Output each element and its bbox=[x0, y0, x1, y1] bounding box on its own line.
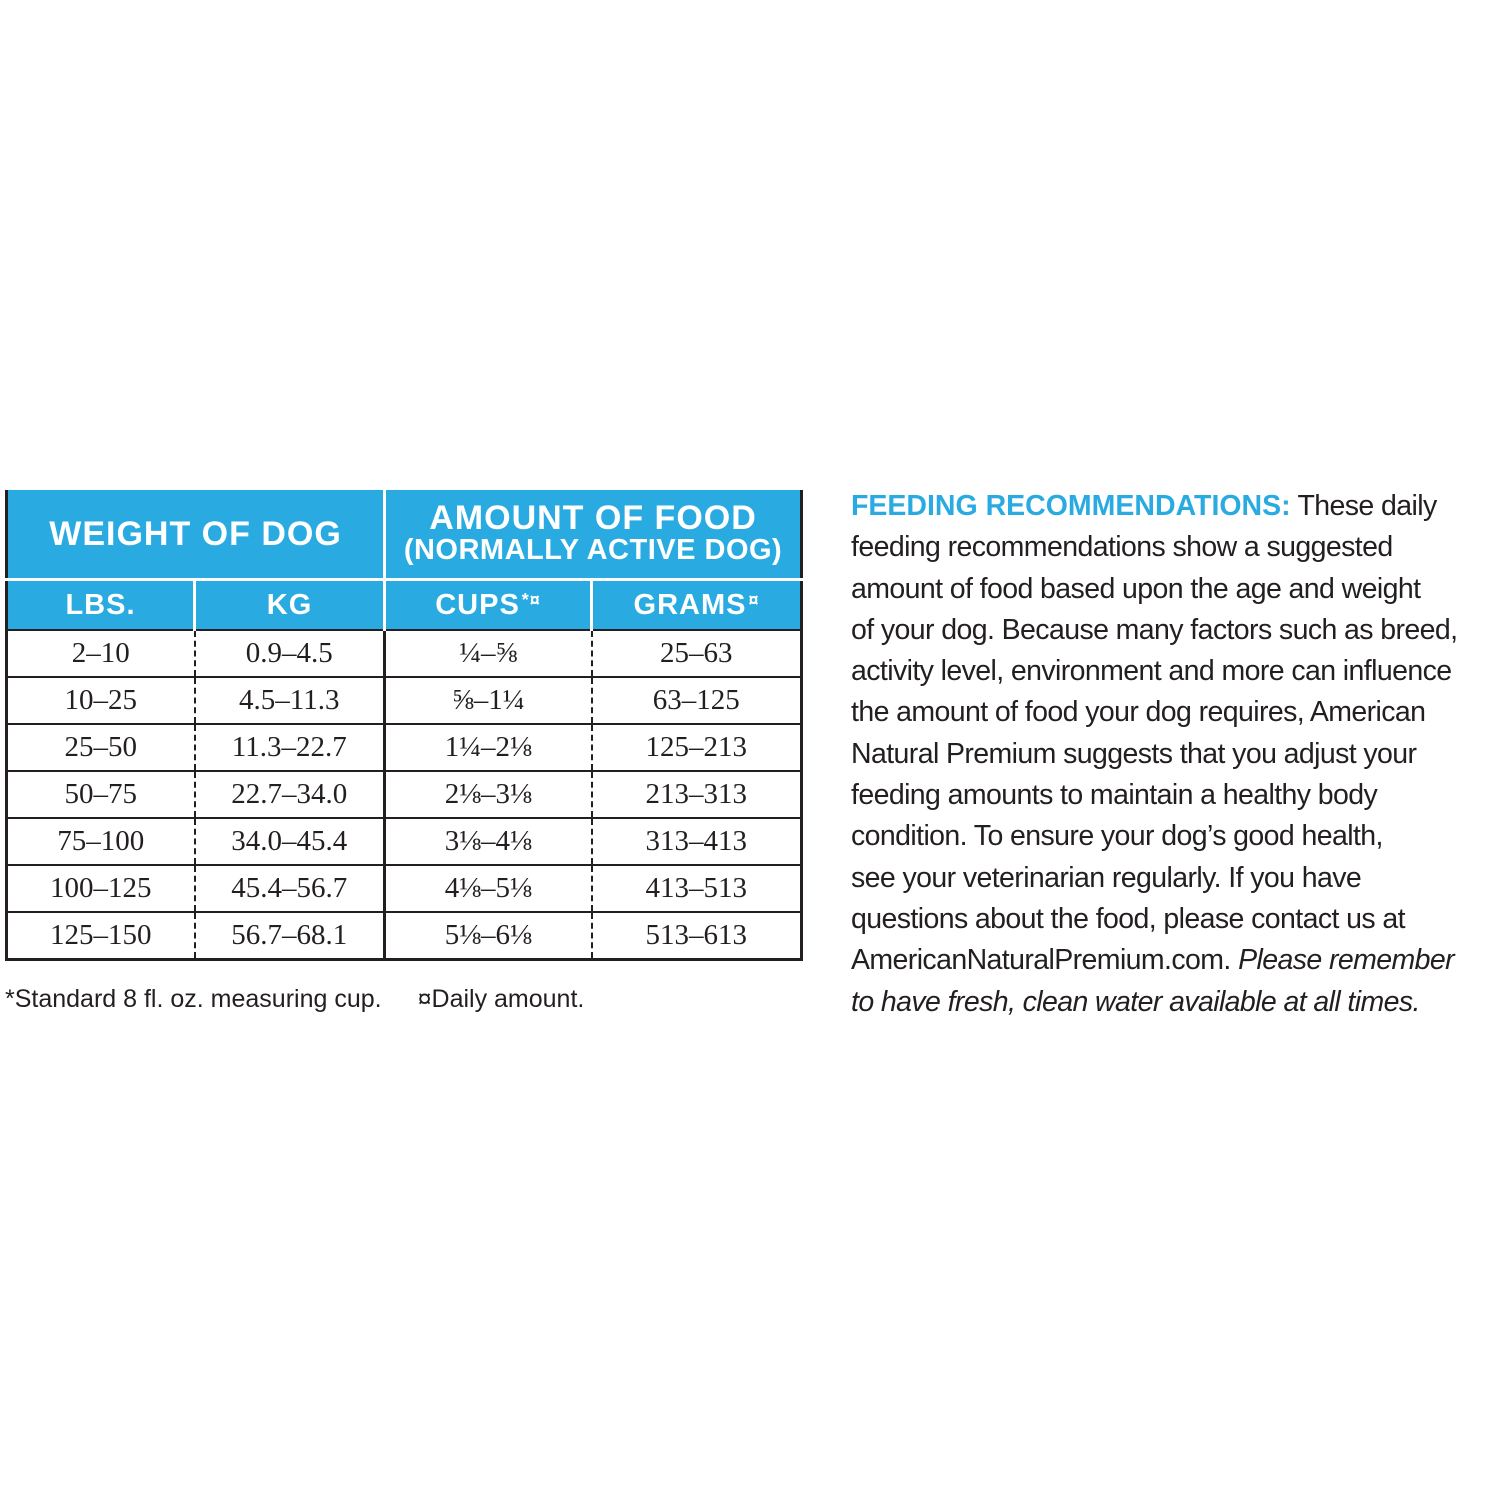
cups-column-header bbox=[385, 580, 592, 631]
feeding-recommendations bbox=[851, 486, 1500, 1023]
lbs-column-header: LBS. bbox=[7, 580, 195, 631]
cups-cell: 4⅛–5⅛ bbox=[385, 865, 592, 912]
website-link[interactable]: AmericanNaturalPremium.com. bbox=[851, 944, 1231, 977]
cups-cell: 3⅛–4⅛ bbox=[385, 818, 592, 865]
feeding-table-container bbox=[5, 490, 800, 961]
cups-footnote-marks: *¤ bbox=[521, 589, 541, 610]
cups-cell: 2⅛–3⅛ bbox=[385, 771, 592, 818]
cups-cell: ¼–⅝ bbox=[385, 630, 592, 677]
recommendation-line: feeding amounts to maintain a healthy body bbox=[851, 779, 1378, 812]
recommendation-line bbox=[851, 940, 1500, 981]
kg-cell: 4.5–11.3 bbox=[195, 677, 385, 724]
recommendation-line: condition. To ensure your dog’s good health, bbox=[851, 820, 1383, 853]
lbs-cell: 25–50 bbox=[7, 724, 195, 771]
kg-cell: 34.0–45.4 bbox=[195, 818, 385, 865]
grams-footnote-mark: ¤ bbox=[748, 589, 760, 610]
grams-cell: 413–513 bbox=[592, 865, 802, 912]
grams-cell: 25–63 bbox=[592, 630, 802, 677]
lbs-cell: 10–25 bbox=[7, 677, 195, 724]
daily-amount-footnote: ¤Daily amount. bbox=[417, 985, 585, 1013]
feeding-table bbox=[5, 490, 803, 961]
water-reminder-start: Please remember bbox=[1238, 944, 1455, 977]
kg-cell: 0.9–4.5 bbox=[195, 630, 385, 677]
lbs-cell: 75–100 bbox=[7, 818, 195, 865]
amount-of-food-header bbox=[385, 490, 802, 580]
grams-column-header bbox=[592, 580, 802, 631]
recommendation-line: see your veterinarian regularly. If you have bbox=[851, 861, 1362, 894]
table-row bbox=[7, 771, 802, 818]
table-row bbox=[7, 865, 802, 912]
cup-footnote: *Standard 8 fl. oz. measuring cup. bbox=[5, 985, 382, 1013]
lbs-cell: 100–125 bbox=[7, 865, 195, 912]
table-row bbox=[7, 677, 802, 724]
grams-cell: 513–613 bbox=[592, 912, 802, 960]
cups-label: CUPS bbox=[435, 588, 520, 621]
grams-cell: 63–125 bbox=[592, 677, 802, 724]
recommendation-line: of your dog. Because many factors such as breed, bbox=[851, 613, 1458, 646]
kg-cell: 22.7–34.0 bbox=[195, 771, 385, 818]
lbs-cell: 50–75 bbox=[7, 771, 195, 818]
grams-cell: 125–213 bbox=[592, 724, 802, 771]
recommendation-line: feeding recommendations show a suggested bbox=[851, 531, 1393, 564]
kg-column-header: KG bbox=[195, 580, 385, 631]
grams-cell: 213–313 bbox=[592, 771, 802, 818]
grams-cell: 313–413 bbox=[592, 818, 802, 865]
recommendation-line: activity level, environment and more can influence bbox=[851, 655, 1452, 688]
recommendation-line: Natural Premium suggests that you adjust your bbox=[851, 737, 1417, 770]
cups-cell: ⅝–1¼ bbox=[385, 677, 592, 724]
recommendation-line bbox=[851, 486, 1500, 527]
table-row bbox=[7, 630, 802, 677]
recommendation-text: These daily bbox=[1297, 490, 1437, 522]
grams-label: GRAMS bbox=[633, 588, 747, 621]
table-row bbox=[7, 724, 802, 771]
kg-cell: 56.7–68.1 bbox=[195, 912, 385, 960]
water-reminder-end: to have fresh, clean water available at all times. bbox=[851, 985, 1420, 1018]
table-footnote bbox=[5, 985, 805, 1014]
recommendation-line: questions about the food, please contact us at bbox=[851, 902, 1405, 935]
weight-of-dog-header: WEIGHT OF DOG bbox=[7, 490, 385, 580]
amount-of-food-title: AMOUNT OF FOOD bbox=[429, 499, 757, 537]
recommendation-line: the amount of food your dog requires, American bbox=[851, 696, 1426, 729]
table-row bbox=[7, 818, 802, 865]
kg-cell: 11.3–22.7 bbox=[195, 724, 385, 771]
amount-of-food-subtitle: (NORMALLY ACTIVE DOG) bbox=[403, 534, 783, 566]
cups-cell: 5⅛–6⅛ bbox=[385, 912, 592, 960]
cups-cell: 1¼–2⅛ bbox=[385, 724, 592, 771]
kg-cell: 45.4–56.7 bbox=[195, 865, 385, 912]
lbs-cell: 2–10 bbox=[7, 630, 195, 677]
recommendations-heading: FEEDING RECOMMENDATIONS: bbox=[851, 490, 1291, 522]
recommendation-line: amount of food based upon the age and weight bbox=[851, 572, 1421, 605]
lbs-cell: 125–150 bbox=[7, 912, 195, 960]
table-row bbox=[7, 912, 802, 960]
